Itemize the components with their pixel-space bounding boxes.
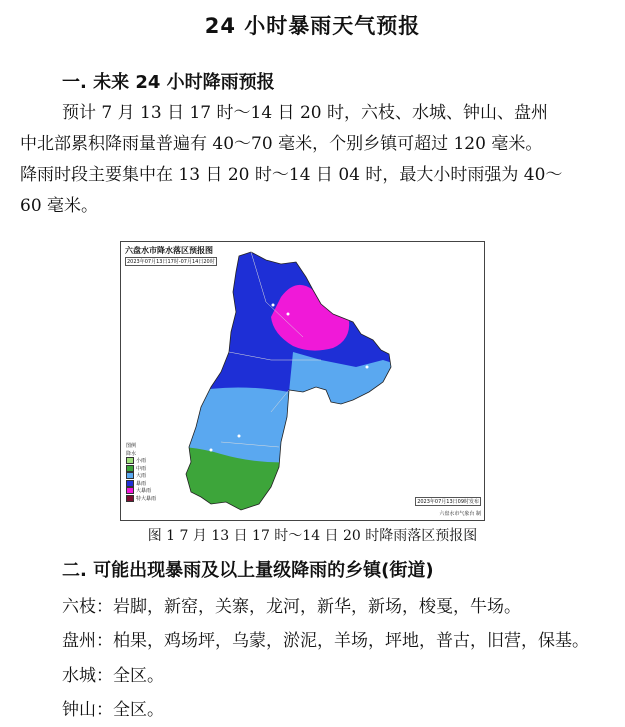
legend-item: 小雨	[126, 457, 156, 465]
legend-item: 暴雨	[126, 480, 156, 488]
section1-heading: 一. 未来 24 小时降雨预报	[62, 72, 275, 93]
map-legend	[126, 442, 156, 502]
legend-swatch	[126, 480, 134, 487]
map-subtitle: 2023年07月13日17时-07月14日20时	[127, 259, 215, 265]
paragraph-line: 60 毫米。	[20, 196, 99, 216]
city-marker	[238, 435, 241, 438]
paragraph-line: 降雨时段主要集中在 13 日 20 时～14 日 04 时，最大小时雨强为 40～	[20, 165, 563, 185]
section2-heading: 二. 可能出现暴雨及以上量级降雨的乡镇(街道)	[62, 560, 434, 581]
legend-item: 大暴雨	[126, 487, 156, 495]
town-list-zhongshan: 钟山：全区。	[62, 700, 164, 720]
rainfall-map	[120, 241, 485, 521]
legend-subtitle: 降水	[126, 450, 137, 457]
legend-title: 图例	[126, 443, 137, 450]
town-list-shuicheng: 水城：全区。	[62, 666, 164, 686]
city-marker	[366, 366, 369, 369]
figure-caption: 图 1 7 月 13 日 17 时～14 日 20 时降雨落区预报图	[147, 528, 478, 544]
paragraph-line: 预计 7 月 13 日 17 时～14 日 20 时，六枝、水城、钟山、盘州	[62, 103, 548, 123]
legend-swatch	[126, 495, 134, 502]
map-date-stamp: 2023年07月13日09时发布	[417, 499, 479, 505]
section1-paragraph	[20, 98, 610, 222]
town-list-panzhou: 盘州：柏果，鸡场坪，乌蒙，淤泥，羊场，坪地，普古，旧营，保基。	[62, 631, 589, 651]
map-org: 六盘水市气象台 制	[439, 511, 481, 517]
city-marker	[210, 449, 213, 452]
city-marker	[272, 304, 275, 307]
town-list-liuzhi: 六枝：岩脚，新窑，关寨，龙河，新华，新场，梭戛，牛场。	[62, 597, 521, 617]
legend-swatch	[126, 472, 134, 479]
legend-item: 大雨	[126, 472, 156, 480]
legend-swatch	[126, 457, 134, 464]
rainfall-map-graphic	[121, 242, 484, 520]
map-title: 六盘水市降水落区预报图	[125, 246, 213, 255]
legend-swatch	[126, 487, 134, 494]
paragraph-line: 中北部累积降雨量普遍有 40～70 毫米，个别乡镇可超过 120 毫米。	[20, 134, 543, 154]
city-marker	[287, 313, 290, 316]
legend-swatch	[126, 465, 134, 472]
page-title: 24 小时暴雨天气预报	[204, 14, 421, 38]
legend-item: 中雨	[126, 465, 156, 473]
legend-item: 特大暴雨	[126, 495, 156, 503]
